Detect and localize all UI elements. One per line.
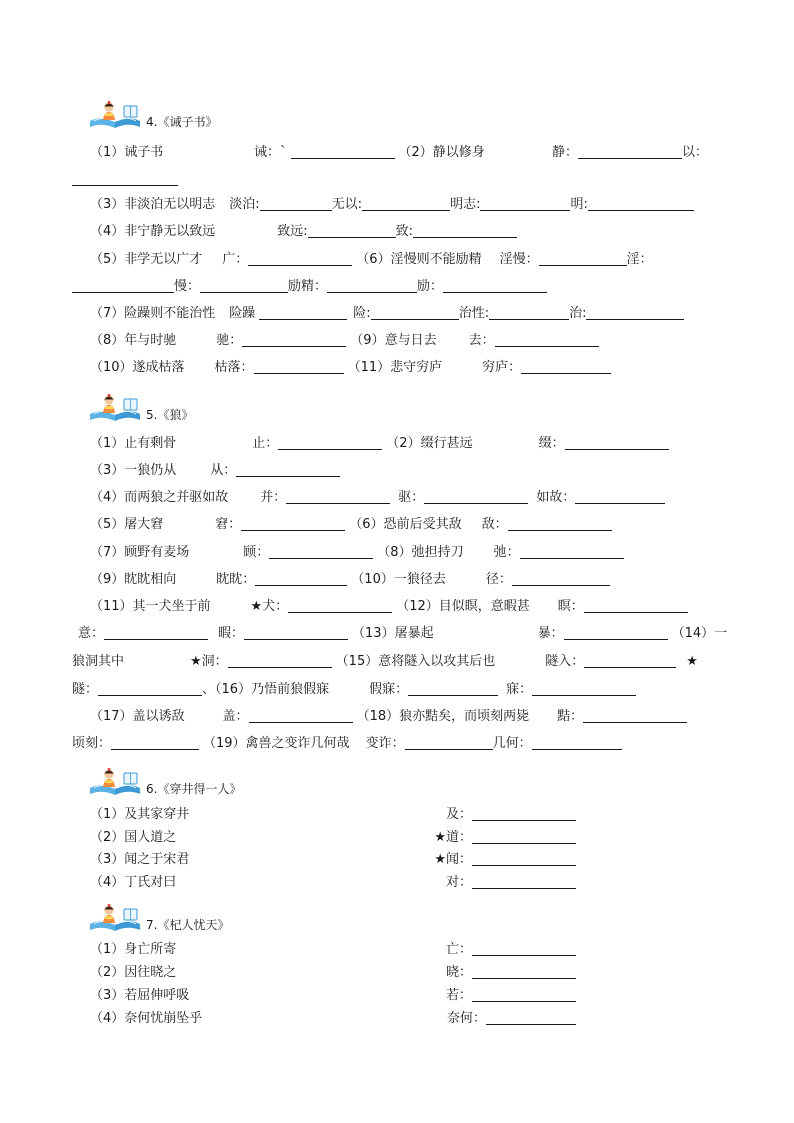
- answer-blank[interactable]: [249, 709, 353, 723]
- answer-blank[interactable]: [486, 1011, 576, 1025]
- question-row: 诫：` （2）静以修身: [254, 145, 485, 160]
- answer-blank[interactable]: [489, 306, 569, 320]
- answer-blank[interactable]: [286, 490, 390, 504]
- question-row: （5）屠大窘 窘： （6）恐前后受其敌 敌：: [90, 517, 612, 533]
- question-row: （1）止有剩骨 止： （2）缀行甚远 缀：: [90, 436, 669, 452]
- question-row: （4）丁氏对曰: [90, 875, 177, 890]
- answer-blank[interactable]: [472, 965, 576, 979]
- answer-row: 对：: [360, 875, 576, 891]
- answer-blank[interactable]: [472, 807, 576, 821]
- answer-row: ★闻：: [360, 852, 576, 868]
- answer-blank[interactable]: [244, 626, 348, 640]
- question-row: （7）险躁则不能治性 险躁 险: 治性: 治:: [90, 306, 684, 322]
- question-row: 狼洞其中 ★洞： （15）意将隧入以攻其后也 隧入： ★: [72, 654, 698, 669]
- answer-blank[interactable]: [72, 279, 174, 293]
- answer-blank[interactable]: [248, 252, 352, 266]
- answer-blank[interactable]: [413, 224, 517, 238]
- question-row: （9）眈眈相向 眈眈： （10）一狼径去 径：: [90, 572, 610, 588]
- answer-blank[interactable]: [424, 490, 528, 504]
- answer-blank[interactable]: [242, 333, 346, 347]
- answer-blank[interactable]: [362, 197, 450, 211]
- answer-blank[interactable]: [521, 360, 611, 374]
- answer-blank[interactable]: [405, 736, 493, 750]
- answer-blank[interactable]: [532, 682, 636, 696]
- answer-blank[interactable]: [565, 436, 669, 450]
- section-title: 6.《穿井得一人》: [146, 782, 242, 796]
- answer-blank[interactable]: [241, 517, 345, 531]
- answer-blank[interactable]: [472, 942, 576, 956]
- question-row: （4）奈何忧崩坠乎: [90, 1011, 203, 1026]
- answer-blank[interactable]: [291, 145, 395, 159]
- answer-row: 奈何：: [360, 1011, 576, 1027]
- answer-row: 及：: [360, 807, 576, 823]
- answer-blank[interactable]: [260, 197, 332, 211]
- question-row: （2）国人道之: [90, 830, 177, 845]
- answer-blank[interactable]: [308, 224, 396, 238]
- answer-row: 隧： 、（16）乃悟前狼假寐 假寐： 寐：: [72, 682, 636, 698]
- section-title: 5.《狼》: [146, 408, 194, 422]
- question-row: （1）及其家穿井: [90, 807, 190, 822]
- answer-blank[interactable]: [480, 197, 570, 211]
- answer-blank[interactable]: [472, 988, 576, 1002]
- answer-row: 意： 暇： （13）屠暴起 暴： （14）一: [78, 626, 728, 641]
- answer-row: 顷刻： （19）禽兽之变诈几何哉 变诈： 几何：: [72, 736, 622, 752]
- answer-blank[interactable]: [472, 852, 576, 866]
- question-row: （4）而两狼之并驱如故 并： 驱： 如故：: [90, 490, 665, 506]
- reading-kid-icon: [88, 101, 144, 129]
- question-row: （3）若屈伸呼吸: [90, 988, 190, 1003]
- answer-row: 若：: [360, 988, 576, 1004]
- answer-blank[interactable]: [111, 736, 199, 750]
- reading-kid-icon: [88, 394, 144, 422]
- answer-blank[interactable]: [583, 709, 687, 723]
- answer-blank[interactable]: [104, 626, 208, 640]
- answer-blank[interactable]: [584, 654, 676, 668]
- question-row: （3）一狼仍从 从：: [90, 463, 340, 479]
- answer-blank[interactable]: [408, 682, 498, 696]
- answer-row: ★道：: [360, 830, 576, 846]
- question-row: （4）非宁静无以致远 致远: 致:: [90, 224, 517, 240]
- answer-blank[interactable]: [575, 490, 665, 504]
- question-row: （1）诫子书: [90, 145, 164, 160]
- section-title: 7.《杞人忧天》: [146, 918, 230, 932]
- answer-blank[interactable]: [584, 599, 688, 613]
- reading-kid-icon: [88, 904, 144, 932]
- answer-blank[interactable]: [472, 875, 576, 889]
- answer-blank[interactable]: [443, 279, 547, 293]
- answer-blank[interactable]: [539, 252, 627, 266]
- answer-blank[interactable]: [327, 279, 417, 293]
- answer-row: [72, 172, 178, 188]
- answer-blank[interactable]: [520, 545, 624, 559]
- answer-row: 慢： 励精： 励：: [72, 279, 547, 295]
- question-row: （3）闻之于宋君: [90, 852, 190, 867]
- question-row: （2）因往晓之: [90, 965, 177, 980]
- section-title: 4.《诫子书》: [146, 115, 218, 129]
- reading-kid-icon: [88, 768, 144, 796]
- question-row: （3）非淡泊无以明志 淡泊: 无以: 明志: 明:: [90, 197, 694, 213]
- answer-blank[interactable]: [508, 517, 612, 531]
- answer-blank[interactable]: [200, 279, 288, 293]
- answer-blank[interactable]: [98, 682, 202, 696]
- answer-row: 晓：: [360, 965, 576, 981]
- answer-blank[interactable]: [236, 463, 340, 477]
- answer-blank[interactable]: [495, 333, 599, 347]
- answer-blank[interactable]: [578, 145, 682, 159]
- answer-blank[interactable]: [472, 830, 576, 844]
- answer-blank[interactable]: [254, 360, 344, 374]
- answer-blank[interactable]: [532, 736, 622, 750]
- answer-blank[interactable]: [512, 572, 610, 586]
- question-row: （1）身亡所寄: [90, 942, 177, 957]
- answer-blank[interactable]: [586, 306, 684, 320]
- answer-blank[interactable]: [588, 197, 694, 211]
- answer-blank[interactable]: [278, 436, 382, 450]
- question-row: （11）其一犬坐于前 ★犬： （12）目似瞑，意暇甚 瞑：: [90, 599, 688, 615]
- answer-blank[interactable]: [255, 572, 347, 586]
- answer-blank[interactable]: [288, 599, 392, 613]
- question-row: （8）年与时驰 驰： （9）意与日去 去：: [90, 333, 599, 349]
- answer-blank[interactable]: [259, 306, 347, 320]
- question-row: （17）盖以诱敌 盖： （18）狼亦黠矣，而顷刻两毙 黠：: [90, 709, 687, 725]
- answer-blank[interactable]: [228, 654, 332, 668]
- answer-blank[interactable]: [72, 172, 178, 186]
- question-row: 静： 以：: [552, 145, 709, 160]
- question-row: （5）非学无以广才 广： （6）淫慢则不能励精 淫慢： 淫：: [90, 252, 653, 267]
- question-row: （10）遂成枯落 枯落： （11）悲守穷庐 穷庐：: [90, 360, 611, 376]
- question-row: （7）顾野有麦场 顾： （8）弛担持刀 弛：: [90, 545, 624, 561]
- answer-row: 亡：: [360, 942, 576, 958]
- answer-blank[interactable]: [269, 545, 373, 559]
- answer-blank[interactable]: [564, 626, 668, 640]
- answer-blank[interactable]: [371, 306, 459, 320]
